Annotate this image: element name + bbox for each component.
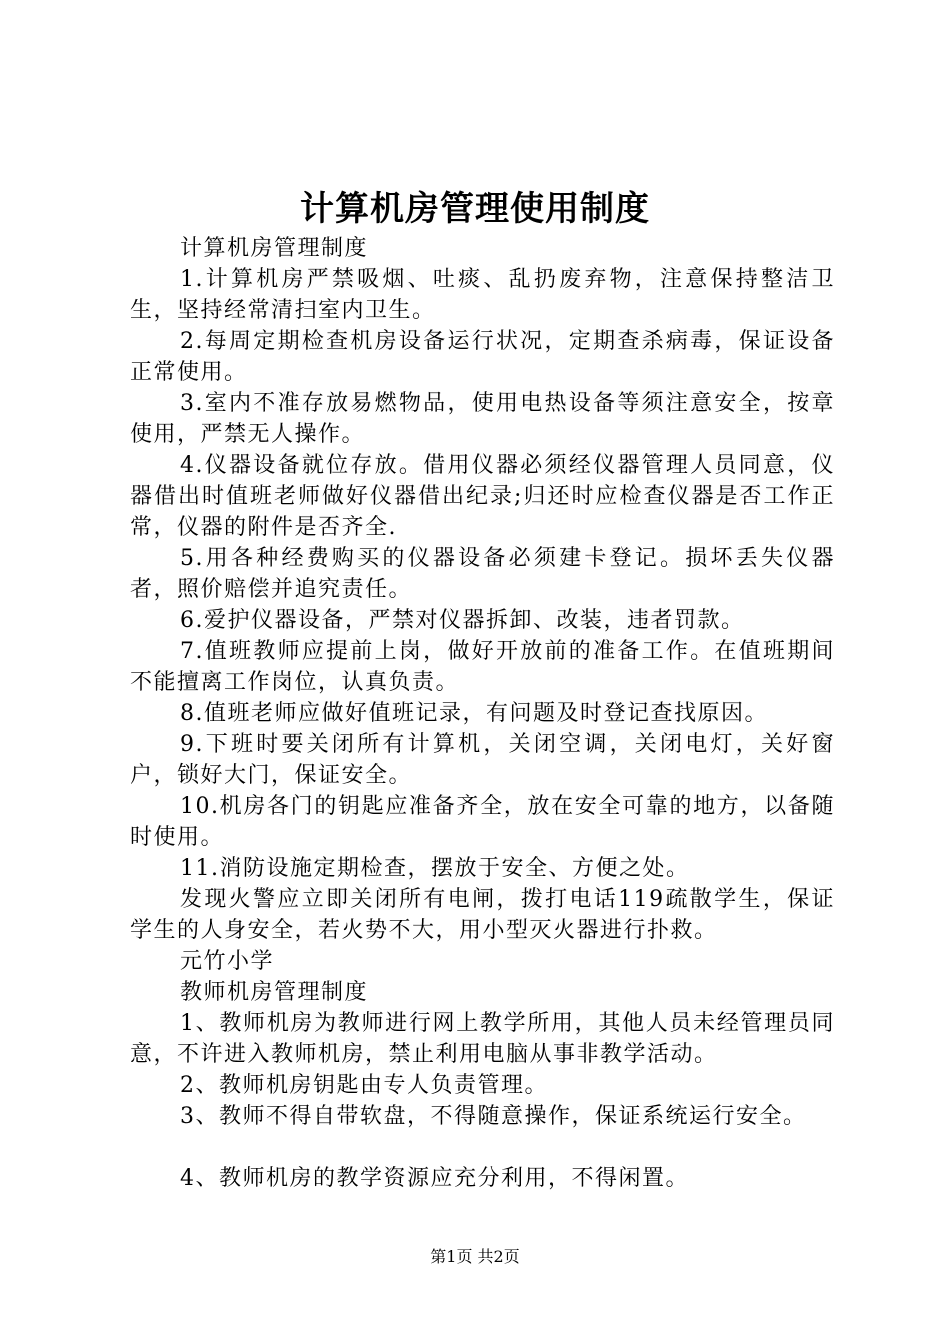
rule-paragraph: 2、教师机房钥匙由专人负责管理。 — [180, 1073, 548, 1098]
section-heading-teacher-room: 教师机房管理制度 — [180, 980, 369, 1005]
rule-paragraph: 6.爱护仪器设备，严禁对仪器拆卸、改装，违者罚款。 — [180, 608, 745, 633]
rule-paragraph: 11.消防设施定期检查，摆放于安全、方便之处。 — [180, 856, 690, 881]
rule-paragraph: 1、教师机房为教师进行网上教学所用，其他人员未经管理员同意，不许进入教师机房，禁止利用电脑从事非教学活动。 — [130, 1011, 835, 1067]
rule-paragraph: 9.下班时要关闭所有计算机，关闭空调，关闭电灯，关好窗户，锁好大门，保证安全。 — [130, 732, 835, 788]
rule-paragraph: 3.室内不准存放易燃物品，使用电热设备等须注意安全，按章使用，严禁无人操作。 — [130, 391, 835, 447]
rule-paragraph: 4、教师机房的教学资源应充分利用，不得闲置。 — [180, 1166, 689, 1191]
rule-paragraph: 5.用各种经费购买的仪器设备必须建卡登记。损坏丢失仪器者，照价赔偿并追究责任。 — [130, 546, 835, 602]
document-body — [130, 233, 835, 1194]
rule-paragraph: 7.值班教师应提前上岗，做好开放前的准备工作。在值班期间不能擅离工作岗位，认真负责。 — [130, 639, 835, 695]
section-heading-computer-room: 计算机房管理制度 — [180, 236, 369, 261]
rule-paragraph: 1.计算机房严禁吸烟、吐痰、乱扔废弃物，注意保持整洁卫生，坚持经常清扫室内卫生。 — [130, 267, 835, 323]
rule-paragraph: 3、教师不得自带软盘，不得随意操作，保证系统运行安全。 — [180, 1104, 807, 1129]
fire-procedure-paragraph: 发现火警应立即关闭所有电闸，拨打电话119疏散学生，保证学生的人身安全，若火势不大，用小型灭火器进行扑救。 — [130, 887, 835, 943]
page-footer: 第1页 共2页 — [430, 1247, 520, 1266]
rule-paragraph: 2.每周定期检查机房设备运行状况，定期查杀病毒，保证设备正常使用。 — [130, 329, 835, 385]
rule-paragraph: 4.仪器设备就位存放。借用仪器必须经仪器管理人员同意，仪器借出时值班老师做好仪器借出纪录;归还时应检查仪器是否工作正常，仪器的附件是否齐全. — [130, 453, 835, 540]
school-name: 元竹小学 — [180, 949, 275, 974]
document-title: 计算机房管理使用制度 — [300, 189, 650, 229]
rule-paragraph: 8.值班老师应做好值班记录，有问题及时登记查找原因。 — [180, 701, 768, 726]
rule-paragraph: 10.机房各门的钥匙应准备齐全，放在安全可靠的地方，以备随时使用。 — [130, 794, 835, 850]
